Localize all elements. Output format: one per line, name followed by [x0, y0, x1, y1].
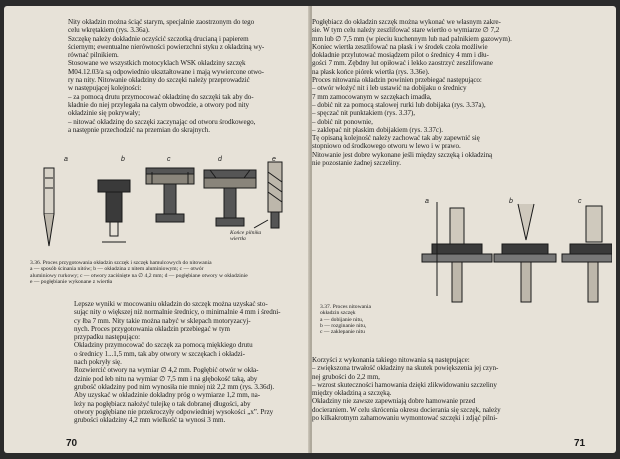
figure-3-36	[6, 158, 306, 258]
text-line: stopniowo od środkowego otworu w lewo i w prawo.	[312, 142, 461, 151]
fig-3-36-label-e: e	[272, 156, 276, 163]
text-line: – za pomocą drutu przymocować okładzinę do szczęki tak aby do-	[68, 92, 254, 101]
text-line: Pogłębiacz do okładzin szczęk można wykonać we własnym zakre-	[312, 18, 501, 26]
right-page-top-text	[312, 18, 512, 167]
figure-3-37-c	[562, 206, 612, 302]
figure-3-36-a-screwdriver	[44, 168, 54, 246]
figure-3-37-caption	[320, 304, 371, 335]
text-line: – otwór włożyć nit i leb ustawić na dobijaku o średnicy	[312, 84, 467, 93]
text-line: Okładziny przymocować do szczęk za pomocą miękkiego drutu	[74, 341, 253, 350]
text-line: na płask końce piórek wiertła (rys. 3.36e).	[312, 67, 430, 76]
text-line: – zwiększona trwałość okładziny na skutek powiększenia jej czyn-	[312, 364, 499, 373]
caption-line: e — pogłębianie wykonane z wiertła	[30, 278, 113, 285]
figure-3-37-a	[422, 202, 492, 302]
page-number-right: 71	[574, 438, 586, 449]
figure-3-37-b	[494, 204, 556, 302]
text-line: nych. Proces przygotowania okładzin przebiegać w tym	[74, 324, 230, 333]
text-line: sując nity o większej niż normalnie średnicy, o minimalnie 4 mm i średni-	[74, 308, 281, 317]
figure-3-36-c-shoe	[146, 168, 194, 222]
text-line: – zaklepać nit płaskim dobijakiem (rys. 3.37c).	[312, 125, 444, 134]
text-line: – dobić nit ponownie,	[312, 117, 373, 126]
text-line: przypadku następująco:	[74, 333, 141, 342]
text-line: leży na pogłębiacz nałożyć tulejkę o tak dobranej długości, aby	[74, 399, 251, 408]
text-line: sie. W tym celu należy zeszlifować stare wiertło o wymiarze ∅ 7,2	[312, 26, 500, 35]
right-page-bottom-text	[312, 356, 501, 422]
text-line: ściernym; ewentualne nierówności powierzchni styku z okładziną wy-	[68, 42, 265, 51]
text-line: otwory pogłębiane nie przekroczyły odpowiedniej wysokości „x”. Przy	[74, 407, 274, 416]
fig-3-37-label-b: b	[509, 198, 513, 205]
fig-3-37-label-c: c	[578, 198, 582, 205]
text-line: dzinie pod łeb nitu na wymiar ∅ 7,5 mm i na głębokość taką, aby	[74, 374, 258, 383]
text-line: docieraniem. W celu skrócenia okresu docierania się szczęk, należy	[312, 405, 501, 414]
text-line: Nitowanie jest dobre wykonane jeśli między szczęką i okładziną	[312, 150, 493, 159]
text-line: Proces nitowania okładzin powinien przebiegać następująco:	[312, 76, 482, 85]
caption-line: 3.36. Proces przygotowania okładzin szczęk i szczęk hamulcowych do nitowania	[30, 260, 212, 266]
fig-3-37-label-a: a	[425, 198, 429, 205]
text-line: gości 7 mm. Zębdny lut opiłować i lekko zaostrzyć zeszlifowane	[312, 59, 493, 68]
figure-3-36-d-counterbore	[204, 170, 256, 226]
figure-3-37	[322, 198, 612, 310]
text-line: mm lub ∅ 7,5 mm (w pieciu kuchennym lub nad palnikiem gazowym).	[312, 34, 512, 43]
text-line: dokładnie przylutować mosiądzem pilot o średnicy 4 mm i dłu-	[312, 51, 489, 60]
text-line: nie pozostanie żadnej szczeliny.	[312, 159, 401, 168]
text-line: a następnie przechodzić na przemian do skrajnych.	[68, 125, 210, 134]
text-line: równać pilnikiem.	[68, 51, 119, 60]
text-line: okładzinie się pokrywały;	[68, 109, 141, 118]
text-line: nej grubości do 2,2 mm,	[312, 372, 380, 381]
text-line: cy łba 7 mm. Nity takie można nabyć w sklepach motoryzacyj-	[74, 316, 251, 325]
text-line: Koniec wiertła zeszlifować na płask i w środek czoła możliwie	[312, 42, 488, 51]
figure-3-36-b-rivet	[98, 180, 130, 242]
text-line: między okładziną a szczęką.	[312, 389, 392, 398]
figure-3-36-e-tool	[268, 162, 282, 228]
page-number-left: 70	[66, 438, 78, 449]
left-page-top-text	[68, 18, 264, 134]
caption-line: aluminiowy rurkowy; c — otwory zaciśnięte na ∅ 4,2 mm; d — pogłębiane otwory w okładzinie	[30, 272, 248, 279]
fig-3-36-label-c: c	[167, 156, 171, 163]
fig-3-36-label-a: a	[64, 156, 68, 163]
text-line: M04.12.03/a są odpowiednio ukształtowane i mają wywiercone otwo-	[68, 67, 264, 76]
text-line: Korzyści z wykonania takiego nitowania są następujące:	[312, 356, 470, 364]
caption-line: c — zaklepanie nitu	[320, 329, 365, 336]
caption-line: a — dobijanie nitu,	[320, 316, 364, 323]
caption-line: 3.37. Proces nitowania	[320, 304, 371, 310]
text-line: – wzrost skuteczności hamowania dzięki zlikwidowaniu szczeliny	[312, 380, 497, 389]
text-line: po kilkakrotnym zahamowaniu wymontować szczęki i zdjąć pilni-	[312, 414, 498, 423]
text-line: – nitować okładzinę do szczęki zaczynając od otworu środkowego,	[68, 117, 256, 126]
caption-line: okładzin szczęk	[320, 310, 356, 317]
text-line: – spęczać nit punktakiem (rys. 3.37),	[312, 109, 415, 118]
text-line: celu wkrętakiem (rys. 3.36a).	[68, 26, 150, 35]
fig-3-36-inset-label: Końce pilnika wiertła	[230, 230, 262, 243]
text-line: Lepsze wyniki w mocowaniu okładzin do szczęk można uzyskać sto-	[74, 300, 268, 308]
text-line: – dobić nit za pomocą stalowej rurki lub dobijaka (rys. 3.37a),	[312, 100, 486, 109]
text-line: Rozwiercić otwory na wymiar ∅ 4,2 mm. Pogłębić otwór w okła-	[74, 366, 259, 375]
text-line: Stosowane we wszystkich motocyklach WSK okładziny szczęk	[68, 59, 246, 68]
text-line: ry na nity. Nitowanie okładziny do szczęki należy przeprowadzić	[68, 76, 250, 85]
text-line: o średnicy 1...1,5 mm, tak aby otwory w szczękach i okładzi-	[74, 349, 245, 358]
text-line: Szczękę należy dokładnie oczyścić szczotką drucianą i papierem	[68, 34, 249, 43]
text-line: nach pokryły się.	[74, 358, 122, 367]
text-line: 7 mm zamocowanym w szczękach imadła,	[312, 92, 432, 101]
right-page	[312, 6, 616, 453]
left-page	[4, 6, 310, 453]
left-page-bottom-text	[74, 300, 281, 424]
text-line: kładnie do niej przylegała na całym obwodzie, a otwory pod nity	[68, 100, 250, 109]
figure-3-36-caption	[30, 260, 248, 285]
text-line: grubości okładziny 4,2 mm wielkość ta wynosi 3 mm.	[74, 416, 226, 425]
caption-line: a — sposób ścinania nitów; b — okładzina z nitem aluminiowym; c — otwór	[30, 266, 204, 273]
text-line: Nity okładzin można ściąć starym, specjalnie zaostrzonym do tego	[68, 18, 255, 26]
text-line: Tę opisaną kolejność należy zachować tak aby zapewnić się	[312, 134, 480, 143]
caption-line: b — rozginanie nitu,	[320, 322, 367, 329]
text-line: grubość okładziny pod nim wynosiła nie mniej niż 2,2 mm (rys. 3.36d).	[74, 382, 275, 391]
text-line: Aby uzyskać w okładzinie dokładny próg o wymiarze 1,2 mm, na-	[74, 391, 261, 400]
text-line: Okładziny nie zawsze zapewniają dobre hamowanie przed	[312, 397, 476, 406]
text-line: w następującej kolejności:	[68, 84, 142, 93]
fig-3-36-label-d: d	[218, 156, 222, 163]
fig-3-36-label-b: b	[121, 156, 125, 163]
